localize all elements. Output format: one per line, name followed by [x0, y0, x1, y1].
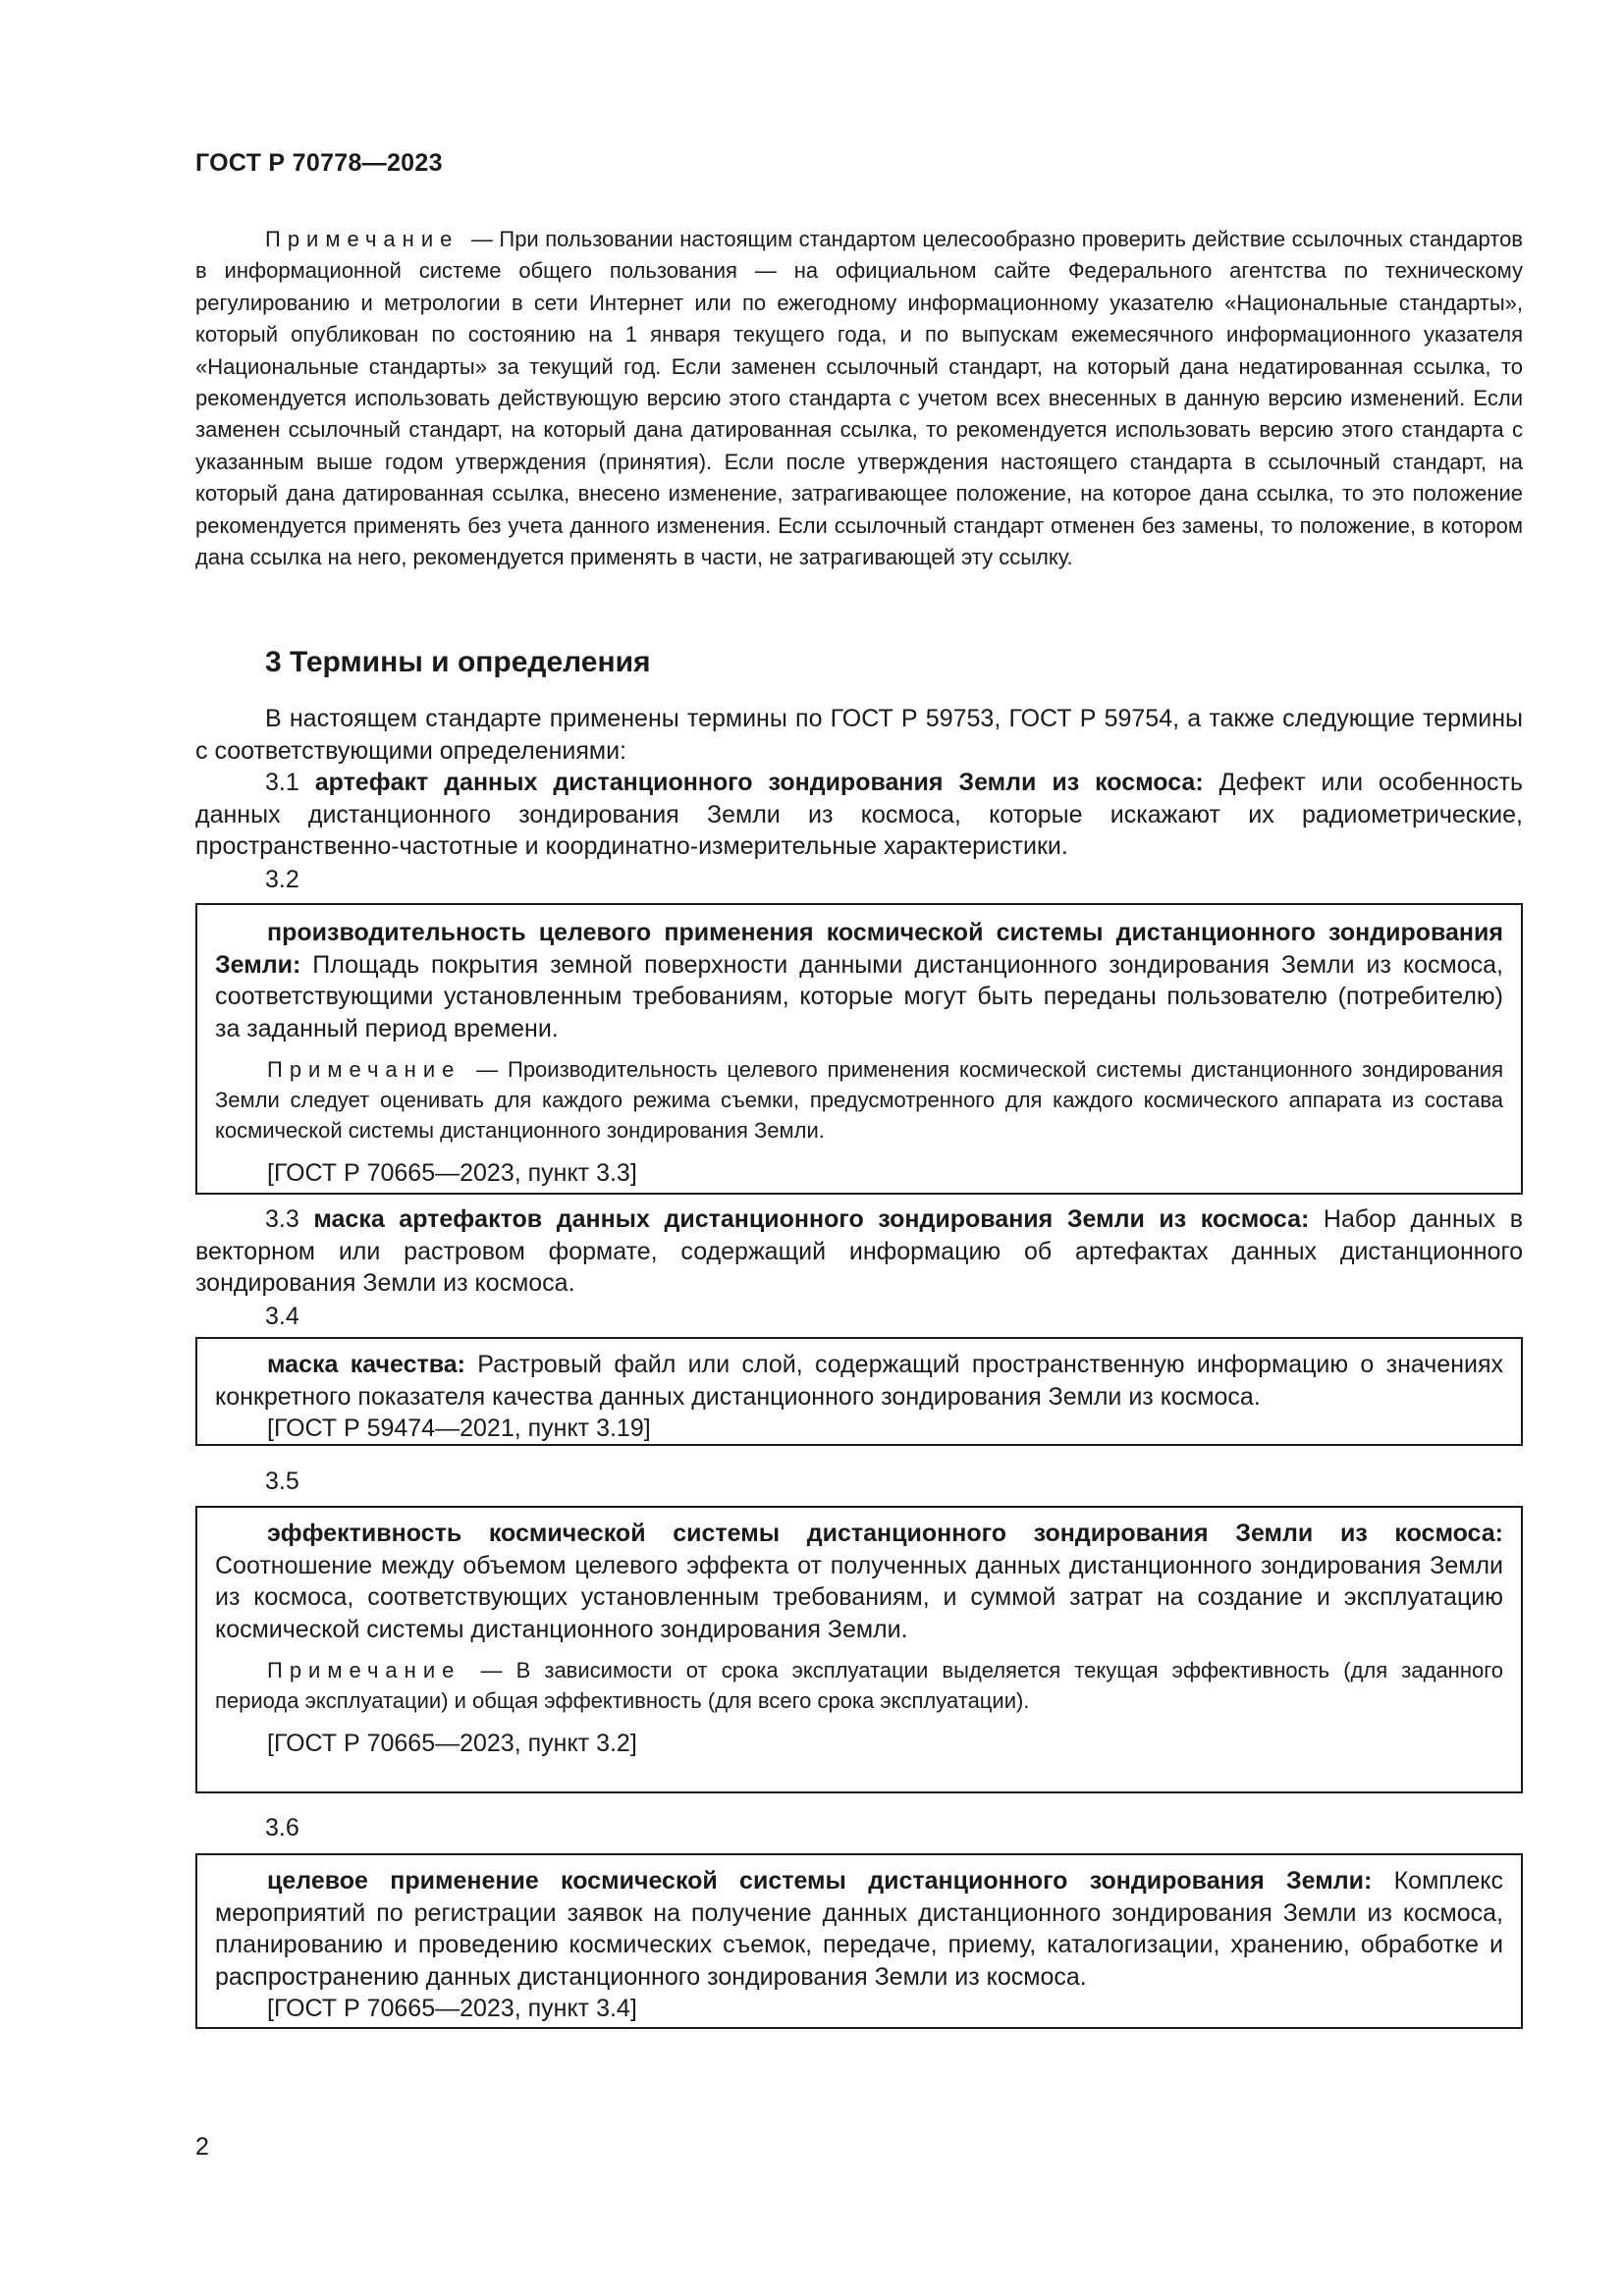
term-name: эффективность космической системы дистанционного зондирования Земли из космоса: — [267, 1520, 1503, 1547]
term-3-2 — [215, 917, 1503, 1044]
term-number-3-2: 3.2 — [265, 866, 299, 893]
term-box-3-4 — [195, 1337, 1523, 1446]
note-label: Примечание — [267, 1057, 461, 1082]
term-definition: Комплекс мероприятий по регистрации заявок на получение данных дистанционного зондирования Земли из космоса, планированию и проведению космических съемок, передаче, приему, каталогизации, хранению, обработке и распространению данных дистанционного зондирования Земли из космоса. — [215, 1867, 1503, 1991]
term-3-5 — [215, 1518, 1503, 1645]
term-name: производительность целевого применения космической системы дистанционного зондирования Земли: — [215, 919, 1503, 979]
term-definition: Площадь покрытия земной поверхности данными дистанционного зондирования Земли из космоса, соответствующими установленным требованиям, которые могут быть переданы пользователю (потребителю) за заданный период времени. — [215, 950, 1503, 1042]
term-box-3-5 — [195, 1506, 1523, 1793]
term-number: 3.1 — [265, 769, 299, 796]
term-name: артефакт данных дистанционного зондирования Земли из космоса: — [314, 769, 1204, 796]
term-name: целевое применение космической системы дистанционного зондирования Земли: — [267, 1867, 1373, 1895]
term-name: маска качества: — [267, 1351, 465, 1378]
term-name: маска артефактов данных дистанционного зондирования Земли из космоса: — [313, 1205, 1310, 1233]
term-note — [215, 1054, 1503, 1146]
term-source-reference: [ГОСТ Р 70665—2023, пункт 3.4] — [267, 1995, 637, 2022]
term-number: 3.3 — [265, 1205, 299, 1233]
term-definition: Набор данных в векторном или растровом формате, содержащий информацию об артефактах данных дистанционного зондирования Земли из космоса. — [195, 1205, 1523, 1297]
document-header: ГОСТ Р 70778—2023 — [195, 149, 443, 177]
term-box-3-6 — [195, 1853, 1523, 2029]
term-source-reference: [ГОСТ Р 70665—2023, пункт 3.2] — [267, 1730, 637, 1757]
term-3-3 — [195, 1203, 1523, 1300]
term-definition: Растровый файл или слой, содержащий пространственную информацию о значениях конкретного показателя качества данных дистанционного зондирования Земли из космоса. — [215, 1351, 1503, 1411]
section-intro: В настоящем стандарте применены термины по ГОСТ Р 59753, ГОСТ Р 59754, а также следующие термины с соответствующими определениями: — [195, 705, 1523, 765]
note-label: Примечание — [267, 1658, 461, 1682]
reference-note — [195, 224, 1523, 573]
note-text: — Производительность целевого применения космической системы дистанционного зондирования Земли следует оценивать для каждого режима съемки, предусмотренного для каждого космического аппарата из состава космической системы дистанционного зондирования Земли. — [215, 1057, 1503, 1143]
note-text: — В зависимости от срока эксплуатации выделяется текущая эффективность (для заданного периода эксплуатации) и общая эффективность (для всего срока эксплуатации). — [215, 1658, 1503, 1713]
note-text: — При пользовании настоящим стандартом целесообразно проверить действие ссылочных стандартов в информационной системе общего пользования — на официальном сайте Федерального агентства по техническому регулированию и метрологии в сети Интернет или по ежегодному информационному указателю «Национальные стандарты», который опубликован по состоянию на 1 января текущего года, и по выпускам ежемесячного информационного указателя «Национальные стандарты» за текущий год. Если заменен ссылочный стандарт, на который дана недатированная ссылка, то рекомендуется использовать действующую версию этого стандарта с учетом всех внесенных в данную версию изменений. Если заменен ссылочный стандарт, на который дана датированная ссылка, то рекомендуется использовать версию этого стандарта с указанным выше годом утверждения (принятия). Если после утверждения настоящего стандарта в ссылочный стандарт, на который дана датированная ссылка, внесено изменение, затрагивающее положение, на которое дана ссылка, то это положение рекомендуется применять без учета данного изменения. Если ссылочный стандарт отменен без замены, то положение, в котором дана ссылка на него, рекомендуется применять в части, не затрагивающей эту ссылку. — [195, 227, 1523, 570]
term-3-1 — [195, 767, 1523, 863]
term-source-reference: [ГОСТ Р 59474—2021, пункт 3.19] — [267, 1415, 651, 1442]
term-box-3-2 — [195, 903, 1523, 1195]
term-note — [215, 1655, 1503, 1716]
term-definition: Соотношение между объемом целевого эффекта от полученных данных дистанционного зондирования Земли из космоса, соответствующих установленным требованиям, и суммой затрат на создание и эксплуатацию космической системы дистанционного зондирования Земли. — [215, 1551, 1503, 1643]
section-title: 3 Термины и определения — [265, 646, 651, 678]
note-label: Примечание — [265, 227, 460, 251]
term-3-4 — [215, 1349, 1503, 1413]
term-definition: Дефект или особенность данных дистанционного зондирования Земли из космоса, которые искажают их радиометрические, пространственно-частотные и координатно-измерительные характеристики. — [195, 769, 1523, 860]
term-source-reference: [ГОСТ Р 70665—2023, пункт 3.3] — [267, 1159, 637, 1187]
term-number-3-5: 3.5 — [265, 1468, 299, 1495]
term-3-6 — [215, 1865, 1503, 1993]
term-number-3-6: 3.6 — [265, 1814, 299, 1842]
term-number-3-4: 3.4 — [265, 1303, 299, 1330]
page-number: 2 — [195, 2133, 209, 2161]
